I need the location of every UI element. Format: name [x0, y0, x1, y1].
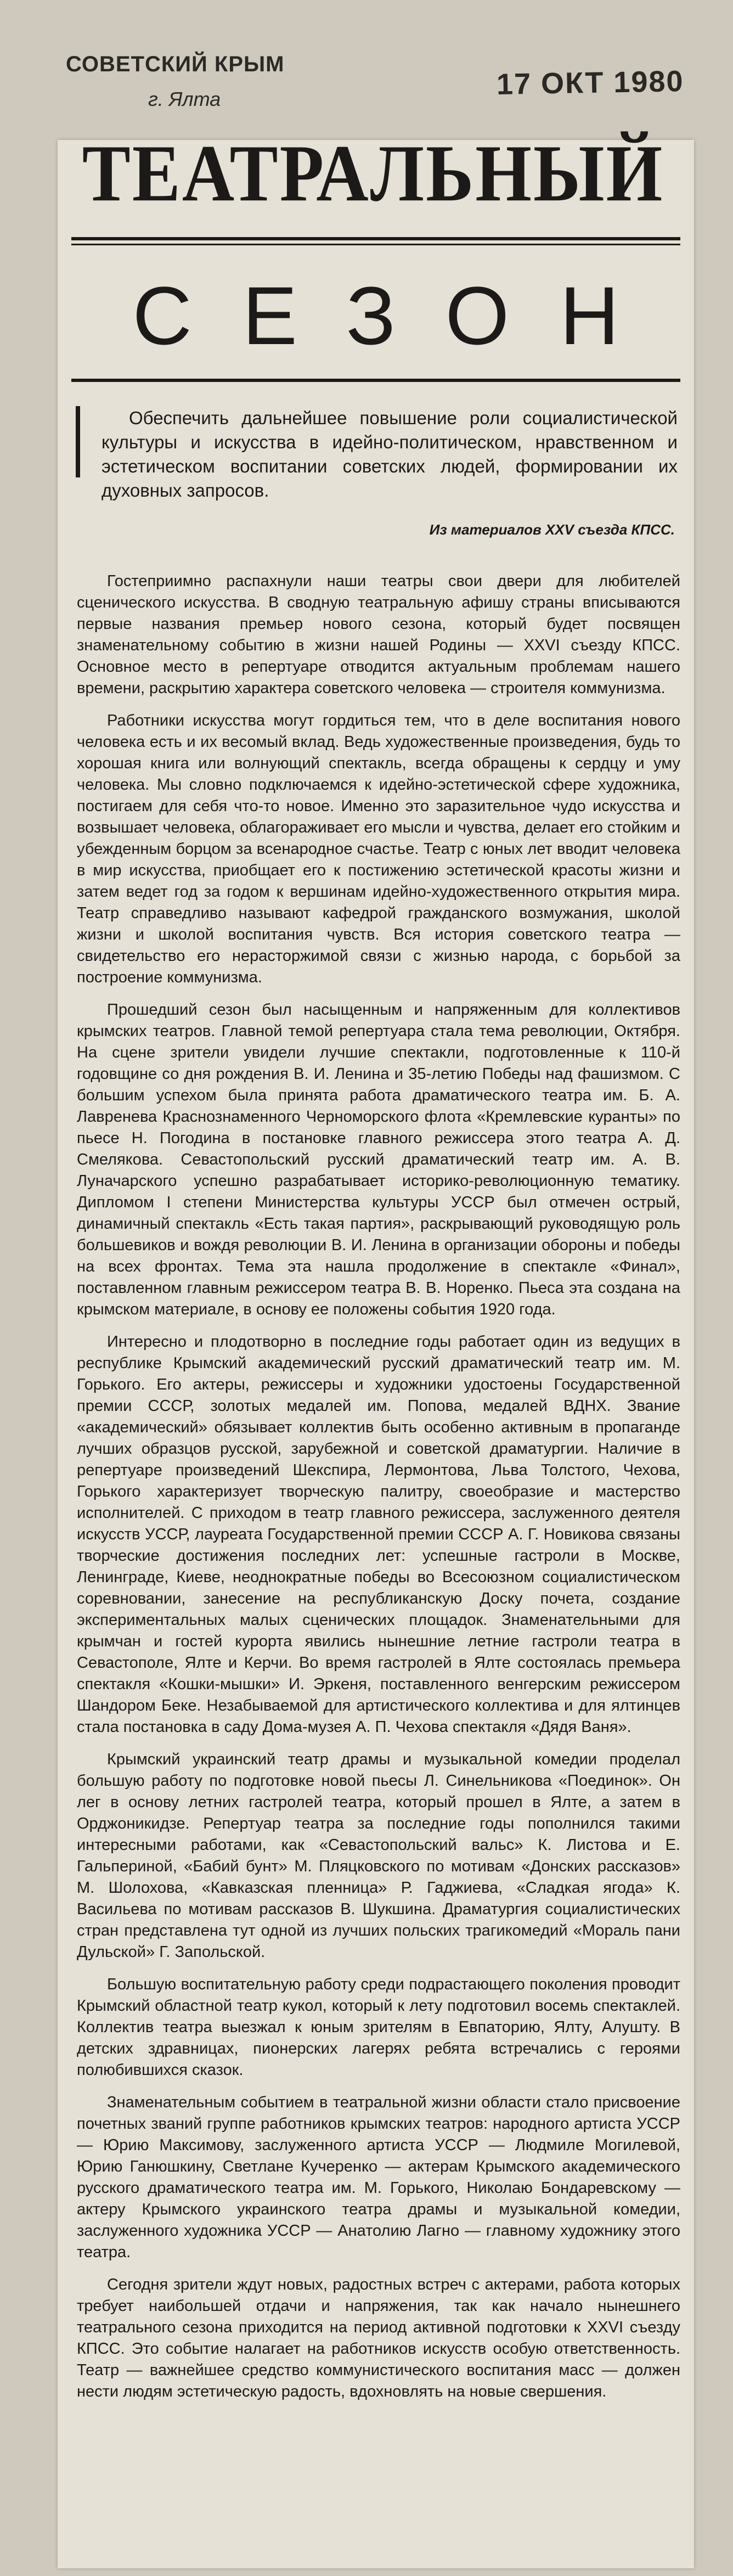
- paragraph-7: Знаменательным событием в театральной жизни области стало присвоение почетных званий группе работников крымских театров: народного артиста УССР — Юрию Максимову, заслуженного артиста УССР — Людмиле Могилевой, Юрию Ганюшкину, Светлане Кучеренко — актерам Крымского академического русского драматического театра им. М. Горького, Николаю Бондаревскому — актеру Крымского украинского театра драмы и музыкальной комедии, заслуженного художника УССР — Анатолию Лагно — главному художнику этого театра.: [77, 2094, 680, 2261]
- paragraph-5: Крымский украинский театр драмы и музыкальной комедии проделал большую работу по подготовке новой пьесы Л. Синельникова «Поединок». Он лег в основу летних гастролей театра, который прошел в Ялте, а затем в Орджоникидзе. Репертуар театра за последние годы пополнился такими интересными работами, как «Севастопольский вальс» К. Листова и Е. Гальпериной, «Бабий бунт» М. Пляцковского по мотивам «Донских рассказов» М. Шолохова, «Кавказская пленница» Р. Гаджиева, «Сладкая ягода» К. Васильева по мотивам рассказов В. Шукшина. Драматургия социалистических стран представлена тут одной из лучших польских трагикомедий «Мораль пани Дульской» Г. Запольской.: [77, 1751, 680, 1961]
- lead-source: Из материалов XXV съезда КПСС.: [429, 521, 675, 538]
- paragraph-4: Интересно и плодотворно в последние годы работает один из ведущих в республике Крымский академический русский драматический театр им. М. Горького. Его актеры, режиссеры и художники удостоены Государственной премии СССР, золотых медалей им. Попова, медалей ВДНХ. Звание «академический» обязывает коллектив быть особенно активным в пропаганде лучших образцов русской, зарубежной и советской драматургии. Наличие в репертуаре произведений Шекспира, Лермонтова, Льва Толстого, Чехова, Горького характеризует творческую палитру, своеобразие и мастерство исполнителей. С приходом в театр главного режиссера, заслуженного деятеля искусств УССР, лауреата Государственной премии СССР А. Г. Новикова связаны творческие достижения последних лет: успешные гастроли в Москве, Ленинграде, Киеве, неоднократные победы во Всесоюзном социалистическом соревновании, занесение на республиканскую Доску почета, создание экспериментальных малых сценических площадок. Знаменательными для крымчан и гостей курорта явились нынешние летние гастроли театра в Севастополе, Ялте и Керчи. Во время гастролей в Ялте состоялась премьера спектакля «Кошки-мышки» И. Эркеня, поставленного венгерским режиссером Шандором Беке. Незабываемой для артистического коллектива и для ялтинцев стала постановка в саду Дома-музея А. П. Чехова спектакля «Дядя Ваня».: [77, 1333, 680, 1736]
- date-stamp: 17 ОКТ 1980: [496, 65, 684, 101]
- headline-line-1: ТЕАТРАЛЬНЫЙ: [82, 128, 664, 218]
- paragraph-3: Прошедший сезон был насыщенным и напряженным для коллективов крымских театров. Главной темой репертуара стала тема революции, Октября. На сцене зрители увидели лучшие спектакли, подготовленные к 110-й годовщине со дня рождения В. И. Ленина и 35-летию Победы над фашизмом. С большим успехом была принята работа драматического театра им. Б. А. Лавренева Краснознаменного Черноморского флота «Кремлевские куранты» по пьесе Н. Погодина в постановке главного режиссера этого театра А. Д. Смелякова. Севастопольский русский драматический театр им. А. В. Луначарского успешно разрабатывает историко-революционную тематику. Дипломом I степени Министерства культуры УССР был отмечен острый, динамичный спектакль «Есть такая партия», раскрывающий руководящую роль большевиков и вождя революции В. И. Ленина в организации обороны и победы на всех фронтах. Тема эта нашла продолжение в спектакле «Финал», поставленном главным режиссером театра В. В. Норенко. Пьеса эта создана на крымском материале, в основу ее положены события 1920 года.: [77, 1001, 680, 1318]
- lead-bar: [76, 406, 80, 477]
- newspaper-name-stamp: СОВЕТСКИЙ КРЫМ: [66, 52, 285, 76]
- headline-rule-bottom: [71, 379, 680, 382]
- paragraph-6: Большую воспитательную работу среди подрастающего поколения проводит Крымский областной театр кукол, который к лету подготовил восемь спектаклей. Коллектив театра выезжал к юным зрителям в Евпаторию, Ялту, Алушту. В детских здравницах, пионерских лагерях ребята встречались с героями полюбившихся сказок.: [77, 1976, 680, 2079]
- article-body: [77, 571, 680, 2414]
- paragraph-1: Гостеприимно распахнули наши театры свои двери для любителей сценического искусства. В сводную театральную афишу страны вписываются первые названия премьер нового сезона, который будет посвящен знаменательному событию в жизни нашей Родины — XXVI съезду КПСС. Основное место в репертуаре отводится актуальным проблемам нашего времени, раскрытию характера советского человека — строителя коммунизма.: [77, 572, 680, 697]
- paragraph-8: Сегодня зрители ждут новых, радостных встреч с актерами, работа которых требует наибольшей отдачи и напряжения, так как начало нынешнего театрального сезона приходится на период активной подготовки к XXVI съезду КПСС. Это событие налагает на работников искусств особую ответственность. Театр — важнейшее средство коммунистического воспитания масс — должен нести людям эстетическую радость, вдохновлять на новые свершения.: [77, 2276, 680, 2400]
- lead-quote: Обеспечить дальнейшее повышение роли социалистической культуры и искусства в идейно-политическом, нравственном и эстетическом воспитании советских людей, формировании их духовных запросов.: [102, 408, 678, 500]
- headline-rule-top: [71, 237, 680, 240]
- city-stamp: г. Ялта: [148, 88, 221, 110]
- headline-rule-thin: [71, 244, 680, 245]
- headline-line-2: СЕЗОН: [132, 269, 670, 362]
- paragraph-2: Работники искусства могут гордиться тем, что в деле воспитания нового человека есть и их весомый вклад. Ведь художественные произведения, будь то хорошая книга или волнующий спектакль, всегда обращены к сердцу и уму человека. Мы словно подключаемся к идейно-эстетической сфере художника, постигаем для себя что-то новое. Именно это заразительное чудо искусства и возвышает человека, облагораживает его мысли и чувства, делает его стойким и убежденным борцом за всенародное счастье. Театр с юных лет вводит человека в мир искусства, приобщает его к постижению эстетической красоты жизни и затем ведет год за годом к вершинам идейно-художественного открытия мира. Театр справедливо называют кафедрой гражданского возмужания, школой жизни и школой воспитания чувств. Вся история советского театра — свидетельство его нерасторжимой связи с жизнью народа, с борьбой за построение коммунизма.: [77, 712, 680, 986]
